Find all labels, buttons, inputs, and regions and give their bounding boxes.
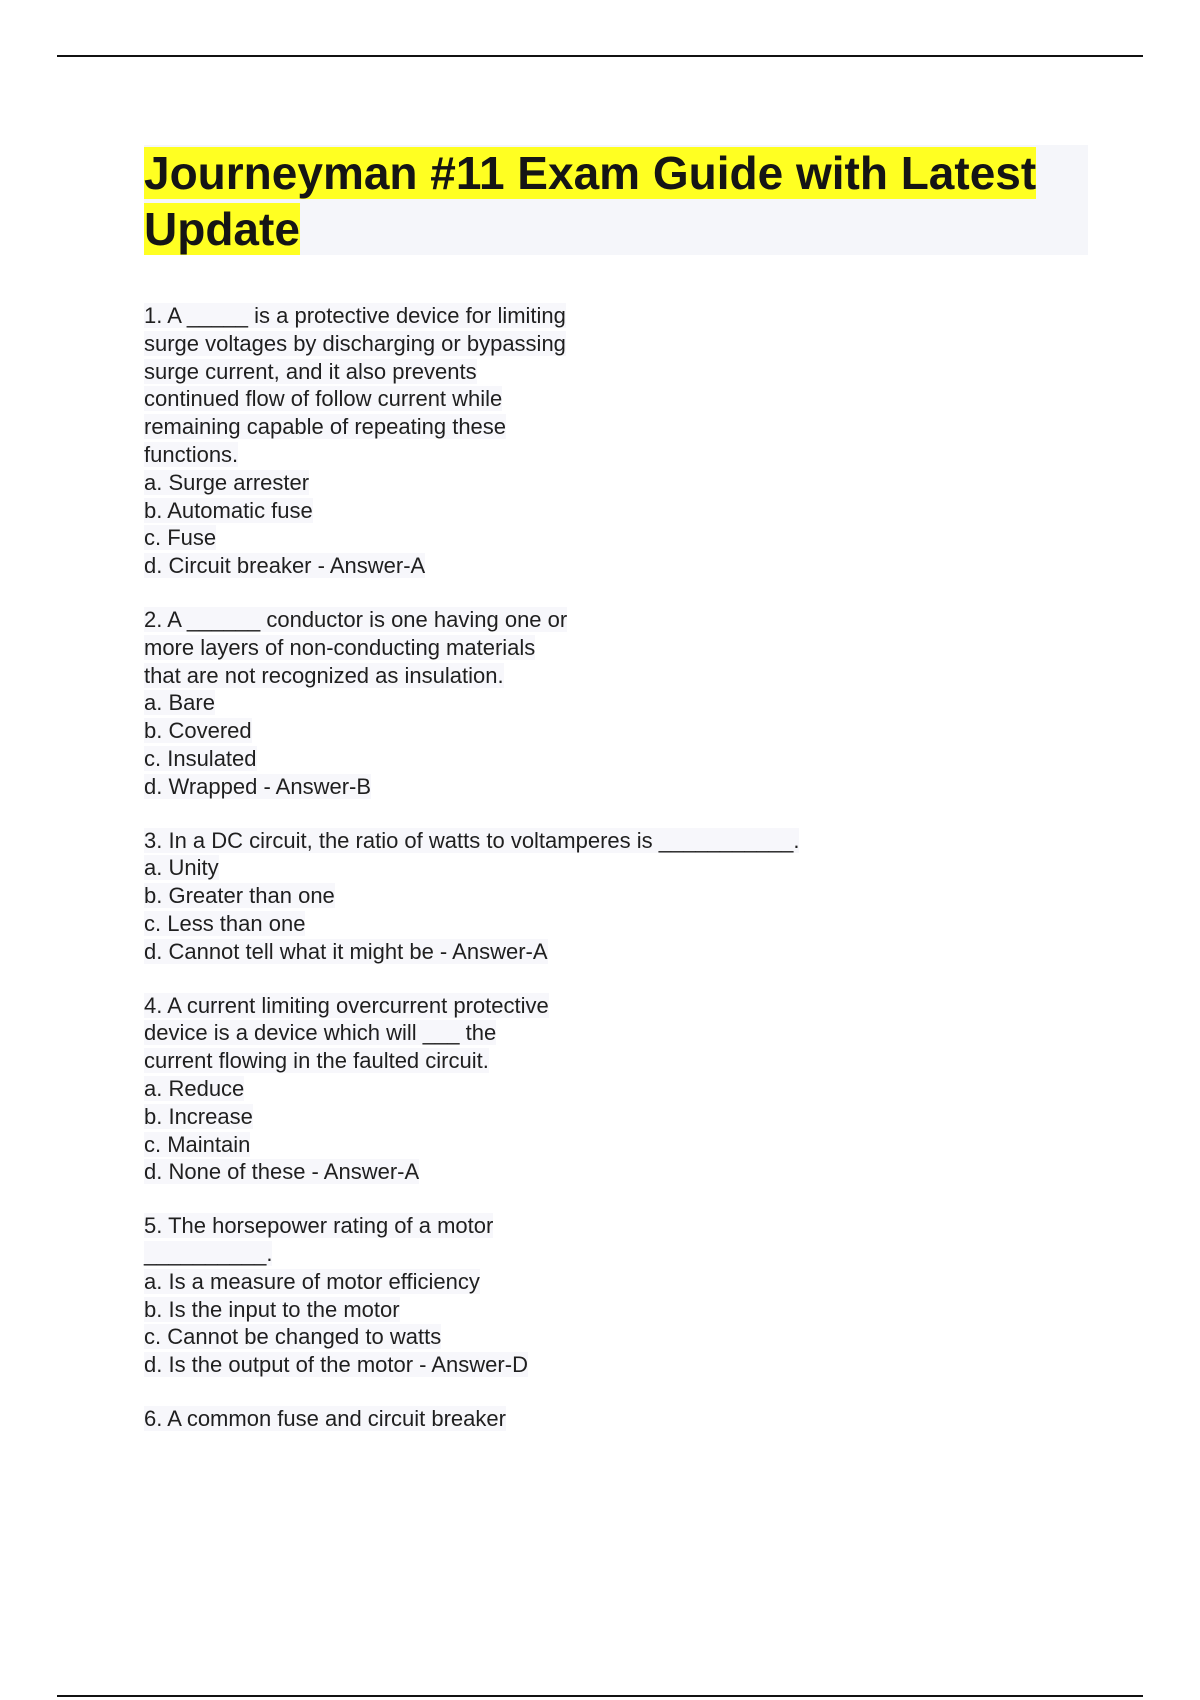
question-stem-line: that are not recognized as insulation. [144,662,504,688]
answer-option: a. Reduce [144,1075,245,1101]
answer-option: d. Is the output of the motor - Answer-D [144,1352,528,1378]
answer-option: a. Bare [144,690,215,716]
answer-option: b. Covered [144,718,252,744]
question-list [144,302,1144,1459]
page-title: Journeyman #11 Exam Guide with Latest Update [144,147,1037,255]
bottom-rule [57,1695,1143,1697]
question-stem-line: current flowing in the faulted circuit. [144,1048,489,1074]
question-stem-line: 3. In a DC circuit, the ratio of watts to voltamperes is ___________. [144,827,800,853]
question-stem-line: 4. A current limiting overcurrent protective [144,992,549,1018]
answer-option: c. Maintain [144,1131,251,1157]
answer-option: d. Circuit breaker - Answer-A [144,553,426,579]
question-3 [144,827,1144,966]
question-stem-line: surge voltages by discharging or bypassing [144,330,566,356]
question-5 [144,1212,1144,1379]
answer-option: d. Wrapped - Answer-B [144,773,372,799]
question-stem-line: __________. [144,1240,273,1266]
answer-option: b. Greater than one [144,883,335,909]
question-stem-line: device is a device which will ___ the [144,1020,497,1046]
question-2 [144,606,1144,801]
question-4 [144,992,1144,1187]
answer-option: c. Less than one [144,910,306,936]
answer-option: d. Cannot tell what it might be - Answer-A [144,938,548,964]
answer-option: a. Surge arrester [144,469,310,495]
answer-option: b. Increase [144,1103,253,1129]
question-stem-line: functions. [144,441,239,467]
answer-option: c. Cannot be changed to watts [144,1324,442,1350]
answer-option: c. Fuse [144,525,217,551]
question-stem-line: 2. A ______ conductor is one having one or [144,606,568,632]
question-stem-line: 5. The horsepower rating of a motor [144,1213,494,1239]
question-stem-line: continued flow of follow current while [144,386,503,412]
question-stem-line: remaining capable of repeating these [144,414,507,440]
answer-option: a. Is a measure of motor efficiency [144,1268,480,1294]
answer-option: a. Unity [144,855,219,881]
question-stem-line: 6. A common fuse and circuit breaker [144,1405,506,1431]
question-stem-line: more layers of non-conducting materials [144,634,536,660]
answer-option: c. Insulated [144,745,257,771]
question-stem-line: surge current, and it also prevents [144,358,477,384]
top-rule [57,55,1143,57]
answer-option: b. Automatic fuse [144,497,313,523]
question-1 [144,302,1144,580]
title-block [144,145,1088,255]
question-stem-line: 1. A _____ is a protective device for limiting [144,303,566,328]
answer-option: b. Is the input to the motor [144,1296,400,1322]
question-6 [144,1405,1144,1433]
answer-option: d. None of these - Answer-A [144,1159,420,1185]
